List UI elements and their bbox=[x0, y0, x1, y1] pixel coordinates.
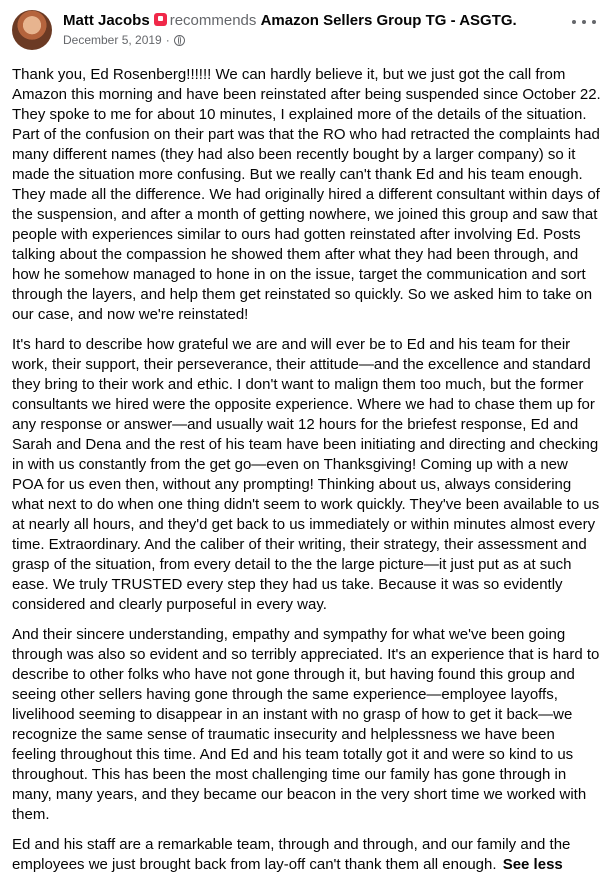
post-title-line bbox=[63, 11, 602, 30]
separator-dot: · bbox=[165, 33, 170, 47]
post-paragraph: It's hard to describe how grateful we are and will ever be to Ed and his team for their work, their support, their perseverance, their attitude—and the excellence and standard they bring to their work and ethic. I don't want to malign them too much, but the former consultants we hired were the opposite experience. Where we had to chase them up for any response or answer—and usually wait 12 hours for the briefest response, Ed and Sarah and Dena and the rest of his team have been initiating and directing and checking in with us constantly from the get go—even on Thanksgiving! Coming up with a new POA for us even then, without any prompting! Thinking about us, always considering what next to do when one thing didn't seem to work quickly. They've been available to us at nearly all hours, and they'd get back to us immediately or within minutes almost every time. Extraordinary. And the caliber of their writing, their strategy, their assessment and grasp of the situation, from every detail to the the large picture—it just put as at such ease. We truly TRUSTED every step they had us take. Because it was so evidently considered and clearly purposeful in every way. bbox=[12, 336, 600, 613]
post-meta bbox=[63, 10, 602, 48]
see-less-link[interactable]: See less bbox=[502, 856, 563, 873]
more-dot bbox=[572, 20, 576, 24]
recommend-icon bbox=[154, 13, 167, 26]
post-paragraph-text: Ed and his staff are a remarkable team, through and through, and our family and the employees we just brought back from lay-off can't thank them all enough. bbox=[12, 836, 571, 873]
post-header bbox=[12, 10, 602, 54]
recommends-label: recommends bbox=[169, 12, 257, 29]
post-paragraph-last bbox=[12, 835, 602, 875]
more-dot bbox=[582, 20, 586, 24]
post-paragraph: And their sincere understanding, empathy and sympathy for what we've been going through was also so evident and so terribly appreciated. It's an experience that is hard to describe to other folks who have not gone through it, but having found this group and seeing other sellers having gone through the same experience—employee layoffs, livelihood seeming to disappear in an instant with no grasp of how to get it back—we recognize the same sense of traumatic insecurity and helplessness we have been feeling throughout this time. And Ed and his team totally got it and were so kind to us throughout. This has been the most challenging time our family has gone through in many, many years, and they became our beacon in the very short time we worked with them. bbox=[12, 626, 600, 823]
more-dot bbox=[592, 20, 596, 24]
globe-icon[interactable] bbox=[174, 35, 185, 46]
post-body bbox=[12, 65, 602, 875]
avatar[interactable] bbox=[12, 10, 52, 50]
more-options-icon[interactable] bbox=[572, 18, 596, 26]
post-date[interactable]: December 5, 2019 bbox=[63, 33, 162, 47]
post-subtitle bbox=[63, 32, 602, 48]
page-name[interactable]: Amazon Sellers Group TG - ASGTG. bbox=[260, 12, 517, 29]
author-name[interactable]: Matt Jacobs bbox=[63, 12, 150, 29]
post-paragraph: Thank you, Ed Rosenberg!!!!!! We can hardly believe it, but we just got the call from Amazon this morning and have been reinstated after being suspended since October 22. They spoke to me for about 10 minutes, I explained more of the details of the situation. Part of the confusion on their part was that the RO who had retracted the complaints had many different names (they had also been recently bought by a larger company) so it made the situation more confusing. But we really can't thank Ed and his team enough. They made all the difference. We had originally hired a different consultant within days of the suspension, and after a month of getting nowhere, we joined this group and saw that people with experiences similar to ours had gotten reinstated after involving Ed. Posts talking about the compassion he showed them after what they had been through, and how he somehow managed to hone in on the issue, target the communication and sort through the layers, and help them get reinstated so quickly. So we asked him to take on our case, and now we're reinstated! bbox=[12, 66, 601, 323]
